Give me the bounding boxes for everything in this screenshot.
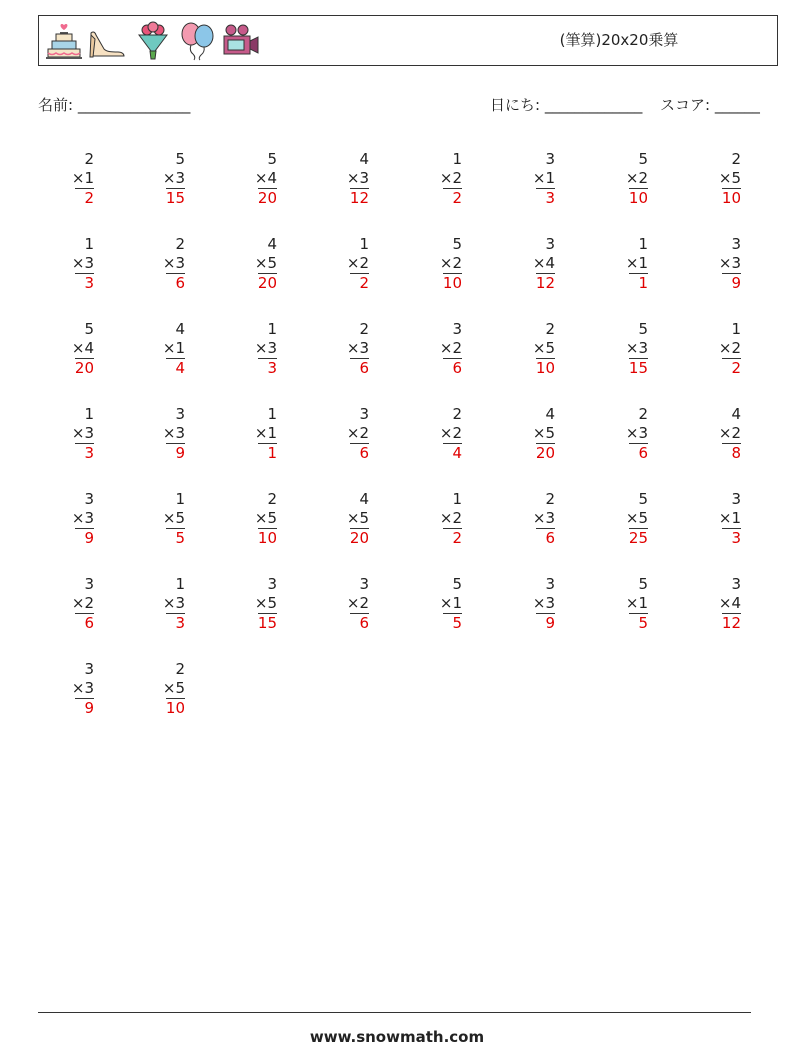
multiplicand: 1 bbox=[638, 235, 648, 253]
answer: 1 bbox=[267, 444, 277, 462]
answer: 6 bbox=[638, 444, 648, 462]
multiplier: ×5 bbox=[532, 424, 555, 442]
multiplicand: 2 bbox=[731, 150, 741, 168]
answer: 10 bbox=[535, 359, 555, 377]
multiplier: ×3 bbox=[718, 254, 741, 272]
multiplicand: 1 bbox=[267, 405, 277, 423]
multiplier: ×5 bbox=[718, 169, 741, 187]
multiplicand: 1 bbox=[359, 235, 369, 253]
answer: 9 bbox=[84, 529, 94, 547]
multiplicand: 3 bbox=[359, 575, 369, 593]
multiplier: ×2 bbox=[718, 424, 741, 442]
multiplicand: 4 bbox=[359, 490, 369, 508]
multiplicand: 2 bbox=[359, 320, 369, 338]
multiplicand: 5 bbox=[84, 320, 94, 338]
answer: 5 bbox=[175, 529, 185, 547]
answer: 6 bbox=[84, 614, 94, 632]
multiplicand: 4 bbox=[359, 150, 369, 168]
multiplier: ×5 bbox=[532, 339, 555, 357]
name-field: 名前: _______________ bbox=[38, 96, 191, 114]
flower-bouquet-icon bbox=[133, 21, 173, 61]
multiplicand: 3 bbox=[84, 575, 94, 593]
multiplier: ×2 bbox=[346, 254, 369, 272]
answer: 2 bbox=[359, 274, 369, 292]
answer: 15 bbox=[165, 189, 185, 207]
answer: 6 bbox=[452, 359, 462, 377]
multiplicand: 2 bbox=[175, 235, 185, 253]
multiplier: ×2 bbox=[346, 424, 369, 442]
worksheet-title: (筆算)20x20乗算 bbox=[559, 31, 679, 49]
answer: 5 bbox=[452, 614, 462, 632]
answer: 20 bbox=[257, 274, 277, 292]
multiplier: ×1 bbox=[162, 339, 185, 357]
multiplier: ×2 bbox=[718, 339, 741, 357]
answer: 6 bbox=[175, 274, 185, 292]
multiplier: ×1 bbox=[439, 594, 462, 612]
answer: 20 bbox=[349, 529, 369, 547]
multiplicand: 5 bbox=[638, 320, 648, 338]
answer: 10 bbox=[442, 274, 462, 292]
answer: 6 bbox=[359, 614, 369, 632]
multiplier: ×3 bbox=[71, 509, 94, 527]
multiplicand: 2 bbox=[175, 660, 185, 678]
multiplier: ×5 bbox=[254, 254, 277, 272]
multiplier: ×1 bbox=[71, 169, 94, 187]
multiplicand: 5 bbox=[638, 575, 648, 593]
multiplier: ×2 bbox=[439, 424, 462, 442]
multiplicand: 2 bbox=[545, 490, 555, 508]
answer: 2 bbox=[84, 189, 94, 207]
multiplicand: 1 bbox=[84, 235, 94, 253]
answer: 15 bbox=[628, 359, 648, 377]
worksheet-header bbox=[38, 15, 778, 66]
multiplier: ×1 bbox=[625, 594, 648, 612]
answer: 3 bbox=[731, 529, 741, 547]
footer-divider bbox=[38, 1012, 751, 1013]
multiplicand: 2 bbox=[267, 490, 277, 508]
multiplicand: 1 bbox=[267, 320, 277, 338]
multiplier: ×3 bbox=[625, 339, 648, 357]
multiplicand: 3 bbox=[84, 660, 94, 678]
multiplier: ×3 bbox=[71, 424, 94, 442]
answer: 1 bbox=[638, 274, 648, 292]
answer: 12 bbox=[721, 614, 741, 632]
multiplier: ×1 bbox=[532, 169, 555, 187]
multiplier: ×2 bbox=[439, 339, 462, 357]
answer: 25 bbox=[628, 529, 648, 547]
multiplicand: 3 bbox=[359, 405, 369, 423]
multiplier: ×2 bbox=[439, 509, 462, 527]
answer: 10 bbox=[721, 189, 741, 207]
answer: 10 bbox=[165, 699, 185, 717]
multiplicand: 5 bbox=[452, 235, 462, 253]
answer: 8 bbox=[731, 444, 741, 462]
balloons-icon bbox=[178, 21, 218, 61]
multiplier: ×3 bbox=[162, 424, 185, 442]
multiplicand: 5 bbox=[452, 575, 462, 593]
score-field: スコア: ______ bbox=[660, 96, 760, 114]
multiplier: ×4 bbox=[71, 339, 94, 357]
multiplicand: 3 bbox=[175, 405, 185, 423]
multiplicand: 3 bbox=[84, 490, 94, 508]
multiplier: ×2 bbox=[625, 169, 648, 187]
answer: 20 bbox=[257, 189, 277, 207]
multiplicand: 5 bbox=[638, 150, 648, 168]
answer: 5 bbox=[638, 614, 648, 632]
answer: 9 bbox=[545, 614, 555, 632]
multiplier: ×5 bbox=[254, 509, 277, 527]
multiplier: ×2 bbox=[71, 594, 94, 612]
multiplier: ×3 bbox=[346, 339, 369, 357]
multiplicand: 2 bbox=[452, 405, 462, 423]
multiplier: ×2 bbox=[439, 169, 462, 187]
multiplier: ×5 bbox=[254, 594, 277, 612]
answer: 3 bbox=[545, 189, 555, 207]
multiplier: ×3 bbox=[625, 424, 648, 442]
multiplier: ×4 bbox=[532, 254, 555, 272]
multiplier: ×2 bbox=[346, 594, 369, 612]
multiplicand: 3 bbox=[731, 575, 741, 593]
multiplicand: 1 bbox=[175, 490, 185, 508]
answer: 2 bbox=[452, 529, 462, 547]
multiplicand: 3 bbox=[731, 235, 741, 253]
multiplicand: 3 bbox=[545, 235, 555, 253]
multiplicand: 4 bbox=[545, 405, 555, 423]
multiplicand: 3 bbox=[545, 575, 555, 593]
answer: 3 bbox=[267, 359, 277, 377]
answer: 12 bbox=[349, 189, 369, 207]
multiplicand: 4 bbox=[175, 320, 185, 338]
answer: 3 bbox=[84, 444, 94, 462]
multiplicand: 5 bbox=[638, 490, 648, 508]
multiplicand: 1 bbox=[731, 320, 741, 338]
multiplicand: 1 bbox=[452, 490, 462, 508]
video-camera-icon bbox=[221, 21, 261, 61]
answer: 6 bbox=[359, 444, 369, 462]
answer: 10 bbox=[257, 529, 277, 547]
multiplier: ×1 bbox=[254, 424, 277, 442]
multiplicand: 1 bbox=[175, 575, 185, 593]
answer: 6 bbox=[359, 359, 369, 377]
multiplicand: 5 bbox=[267, 150, 277, 168]
multiplier: ×3 bbox=[71, 679, 94, 697]
footer-site: www.snowmath.com bbox=[309, 1028, 485, 1046]
multiplicand: 2 bbox=[84, 150, 94, 168]
multiplier: ×3 bbox=[532, 509, 555, 527]
answer: 4 bbox=[452, 444, 462, 462]
multiplier: ×2 bbox=[439, 254, 462, 272]
answer: 20 bbox=[535, 444, 555, 462]
multiplicand: 4 bbox=[267, 235, 277, 253]
multiplier: ×5 bbox=[162, 679, 185, 697]
multiplier: ×5 bbox=[625, 509, 648, 527]
multiplicand: 1 bbox=[84, 405, 94, 423]
multiplicand: 4 bbox=[731, 405, 741, 423]
multiplier: ×3 bbox=[254, 339, 277, 357]
answer: 3 bbox=[84, 274, 94, 292]
answer: 10 bbox=[628, 189, 648, 207]
answer: 3 bbox=[175, 614, 185, 632]
multiplier: ×3 bbox=[162, 254, 185, 272]
answer: 9 bbox=[731, 274, 741, 292]
answer: 2 bbox=[452, 189, 462, 207]
answer: 12 bbox=[535, 274, 555, 292]
multiplier: ×3 bbox=[71, 254, 94, 272]
answer: 4 bbox=[175, 359, 185, 377]
multiplicand: 2 bbox=[545, 320, 555, 338]
multiplicand: 3 bbox=[545, 150, 555, 168]
multiplier: ×3 bbox=[162, 594, 185, 612]
date-field: 日にち: _____________ bbox=[490, 96, 643, 114]
answer: 20 bbox=[74, 359, 94, 377]
answer: 2 bbox=[731, 359, 741, 377]
multiplier: ×4 bbox=[254, 169, 277, 187]
high-heel-shoe-icon bbox=[87, 21, 127, 61]
multiplicand: 3 bbox=[731, 490, 741, 508]
multiplier: ×5 bbox=[346, 509, 369, 527]
multiplier: ×3 bbox=[346, 169, 369, 187]
multiplicand: 5 bbox=[175, 150, 185, 168]
multiplier: ×4 bbox=[718, 594, 741, 612]
answer: 6 bbox=[545, 529, 555, 547]
multiplier: ×1 bbox=[718, 509, 741, 527]
multiplicand: 3 bbox=[452, 320, 462, 338]
multiplier: ×3 bbox=[532, 594, 555, 612]
multiplier: ×1 bbox=[625, 254, 648, 272]
multiplier: ×5 bbox=[162, 509, 185, 527]
answer: 9 bbox=[84, 699, 94, 717]
multiplicand: 3 bbox=[267, 575, 277, 593]
answer: 15 bbox=[257, 614, 277, 632]
multiplier: ×3 bbox=[162, 169, 185, 187]
multiplicand: 1 bbox=[452, 150, 462, 168]
answer: 9 bbox=[175, 444, 185, 462]
multiplicand: 2 bbox=[638, 405, 648, 423]
wedding-cake-icon bbox=[44, 21, 84, 61]
